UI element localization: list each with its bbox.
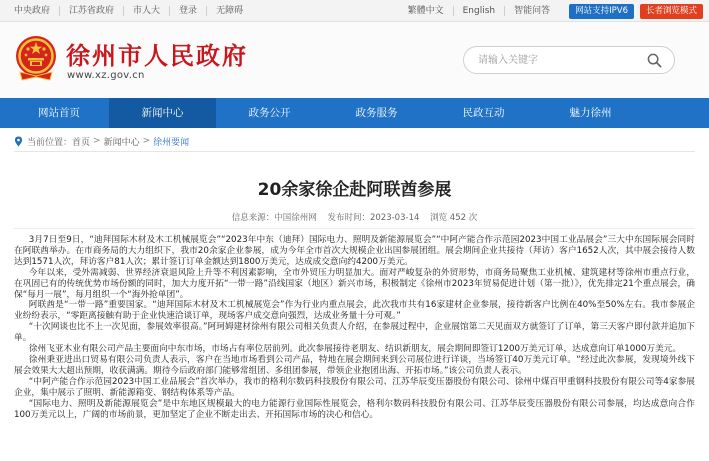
breadcrumb-xuzhou-news[interactable]: 徐州要闻	[153, 137, 190, 148]
english-link[interactable]: English	[454, 6, 506, 16]
site-title[interactable]: 徐州市人民政府	[66, 41, 248, 70]
breadcrumb-divider	[14, 151, 695, 152]
link-jiangsu-government[interactable]: 江苏省政府	[60, 6, 124, 16]
link-central-government[interactable]: 中央政府	[14, 6, 60, 16]
article-source: 信息来源：中国徐州网	[231, 213, 317, 223]
national-emblem-icon[interactable]	[14, 34, 58, 82]
top-right-tools	[399, 0, 703, 22]
link-city-congress[interactable]: 市人大	[124, 6, 170, 16]
article-paragraph: 徐州飞亚木业有限公司产品主要面向中东市场，市场占有率位居前列。此次参展接待老朋友、结识新朋友，展会期间即签订1200万美元订单，达成意向订单1000万美元。	[28, 344, 682, 355]
nav-government-services[interactable]: 政务服务	[355, 107, 398, 119]
search-box	[463, 46, 675, 74]
article-view-count: 浏览 452 次	[430, 213, 478, 223]
article-paragraph: 今年以来，受外需减弱、世界经济衰退风险上升等不利因素影响，全市外贸压力明显加大。面对严峻复杂的外贸形势，市商务局聚焦工业机械、建筑建材等徐州市重点行业，在巩固已有的传统优势市场份额的同时，加大力度开拓“一带一路”沿线国家（地区）新兴市场，积极制定《徐州市2023年贸易促进计划（第一批）》，优先排定21个重点展会，确保“每月一展”，每月组织一个“海外抢单团”。	[14, 267, 695, 300]
nav-interaction[interactable]: 民政互动	[462, 107, 505, 119]
meta-divider	[14, 228, 695, 229]
nav-charm-xuzhou[interactable]: 魅力徐州	[569, 107, 612, 119]
breadcrumb-separator: >	[142, 136, 151, 146]
accessibility-link[interactable]: 无障碍	[216, 6, 244, 16]
article-paragraph: 阿联酋是“一带一路”重要国家。“迪拜国际木材及木工机械展览会”作为行业内重点展会，此次我市共有16家建材企业参展，接待新客户比例在40%至50%左右。我市参展企业纷纷表示，“零距离接触有助于企业快速洽谈订单，现场客户成交意向强烈，达成业务量十分可观。”	[14, 300, 695, 322]
traditional-chinese-link[interactable]: 繁體中文	[399, 6, 454, 16]
article-title: 20余家徐企赴阿联酋参展	[257, 180, 452, 200]
site-header	[0, 22, 709, 98]
top-links	[14, 0, 252, 22]
article-paragraph: “中阿产能合作示范园2023中国工业品展会”首次举办，我市的格利尔数码科技股份有限公司、江苏华辰变压器股份有限公司、徐州中煤百甲重钢科技股份有限公司等4家参展企业，集中展示了照明、新能源箱变、钢结构体系等产品。	[14, 376, 695, 398]
top-utility-bar	[0, 0, 709, 22]
site-url: www.xz.gov.cn	[67, 70, 145, 81]
nav-government-affairs[interactable]: 政务公开	[248, 107, 291, 119]
search-icon[interactable]	[647, 53, 662, 68]
login-link[interactable]: 登录	[170, 6, 207, 16]
main-nav	[0, 98, 709, 128]
nav-news-center[interactable]: 新闻中心	[109, 98, 216, 128]
article-publish-time: 发布时间：2023-03-14	[327, 213, 420, 223]
article-body	[14, 235, 695, 420]
breadcrumb	[14, 134, 189, 148]
search-input[interactable]	[478, 47, 648, 73]
article-paragraph: “国际电力、照明及新能源展览会”是中东地区规模最大的电力能源行业国际性展览会，格利尔数码科技股份有限公司、江苏华辰变压器股份有限公司参展，均达成意向合作100万美元以上，广阔的市场前景，更加坚定了企业不断走出去、开拓国际市场的决心和信心。	[14, 398, 695, 420]
smart-qa-link[interactable]: 智能问答	[514, 6, 551, 16]
breadcrumb-label: 当前位置：	[27, 137, 73, 148]
article-paragraph: “十次网谈也比不上一次见面，参展效率很高。”阿珂姆建材徐州有限公司相关负责人介绍，在参展过程中，企业展馆第二天见面双方就签订了订单，第三天客户即付款并追加下单。	[14, 322, 695, 344]
article-paragraph: 3月7日至9日，“迪拜国际木材及木工机械展览会”“2023年中东（迪拜）国际电力、照明及新能源展览会”“中阿产能合作示范园2023中国工业品展会”三大中东国际展会同时在阿联酋举办。在市商务局的大力组织下，我市20余家企业参展，成为今年全市首次大规模企业出国参展团组。展会期间企业共接待（拜访）客户1652人次，其中展会接待人数达到1571人次，拜访客户81人次；累计签订订单金额达到1800万美元，达成成交意向约4200万美元。	[14, 235, 695, 267]
article-paragraph: 徐州秉亚进出口贸易有限公司负责人表示，客户在当地市场看到公司产品，特地在展会期间来到公司展位进行详谈，当场签订40万美元订单。“经过此次参展，发现境外线下展会效果大大超出预期，收获满满。期待今后政府部门能够常组团、多组团参展，带领企业抱团出海、开拓市场。”该公司负责人表示。	[14, 354, 695, 376]
breadcrumb-separator: >	[93, 136, 101, 146]
location-pin-icon	[14, 136, 23, 147]
article-meta	[0, 211, 709, 223]
nav-home[interactable]: 网站首页	[38, 107, 80, 119]
breadcrumb-home[interactable]: 首页	[72, 137, 91, 148]
breadcrumb-news-center[interactable]: 新闻中心	[103, 137, 140, 148]
elder-mode-button[interactable]: 长者浏览模式	[640, 4, 703, 19]
ipv6-badge[interactable]: 网站支持IPV6	[569, 4, 634, 19]
